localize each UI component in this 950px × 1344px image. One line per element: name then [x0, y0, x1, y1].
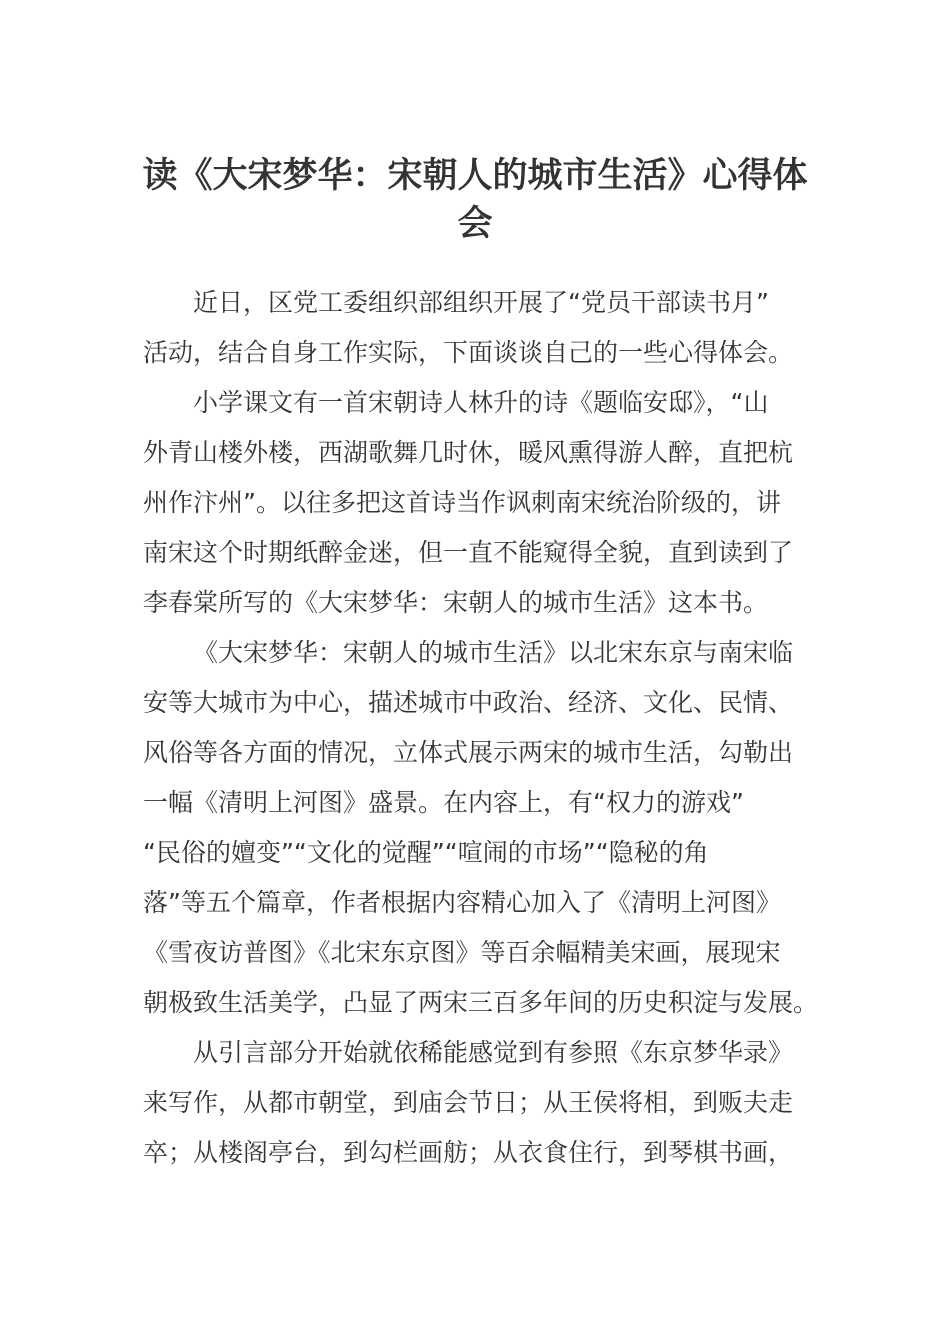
- paragraph-3-line-2: 安等大城市为中心，描述城市中政治、经济、文化、民情、: [143, 688, 794, 717]
- paragraph-3-line-8: 朝极致生活美学，凸显了两宋三百多年间的历史积淀与发展。: [143, 988, 819, 1017]
- paragraph-3-line-1: 《大宋梦华：宋朝人的城市生活》以北宋东京与南宋临: [193, 638, 794, 667]
- paragraph-4-line-1: 从引言部分开始就依稀能感觉到有参照《东京梦华录》: [193, 1038, 794, 1067]
- paragraph-3-line-7: 《雪夜访普图》《北宋东京图》等百余幅精美宋画，展现宋: [143, 938, 781, 967]
- paragraph-4-line-3: 卒；从楼阁亭台，到勾栏画舫；从衣食住行，到琴棋书画，: [143, 1138, 794, 1167]
- paragraph-1-line-1: 近日，区党工委组织部组织开展了“党员干部读书月”: [193, 288, 769, 317]
- paragraph-3-line-6: 落”等五个篇章，作者根据内容精心加入了《清明上河图》: [143, 888, 781, 917]
- paragraph-2-line-1: 小学课文有一首宋朝诗人林升的诗《题临安邸》，“山: [193, 388, 769, 417]
- paragraph-3-line-4: 一幅《清明上河图》盛景。在内容上，有“权力的游戏”: [143, 788, 744, 817]
- title-line: 会: [457, 204, 493, 244]
- paragraph-2-line-4: 南宋这个时期纸醉金迷，但一直不能窥得全貌，直到读到了: [143, 538, 794, 567]
- paragraph-2-line-2: 外青山楼外楼，西湖歌舞几时休，暖风熏得游人醉，直把杭: [143, 438, 794, 467]
- paragraph-2-line-3: 州作汴州”。以往多把这首诗当作讽刺南宋统治阶级的，讲: [143, 488, 781, 517]
- paragraph-1-line-2: 活动，结合自身工作实际，下面谈谈自己的一些心得体会。: [143, 338, 794, 367]
- paragraph-4-line-2: 来写作，从都市朝堂，到庙会节日；从王侯将相，到贩夫走: [143, 1088, 794, 1117]
- paragraph-3-line-3: 风俗等各方面的情况，立体式展示两宋的城市生活，勾勒出: [143, 738, 794, 767]
- document-body: [143, 278, 819, 1178]
- paragraph-3-line-5: “民俗的嬗变”“文化的觉醒”“喧闹的市场”“隐秘的角: [143, 838, 709, 867]
- paragraph-2-line-5: 李春棠所写的《大宋梦华：宋朝人的城市生活》这本书。: [143, 588, 769, 617]
- document-title: [140, 152, 810, 248]
- title-line: 读《大宋梦华：宋朝人的城市生活》心得体: [142, 156, 808, 196]
